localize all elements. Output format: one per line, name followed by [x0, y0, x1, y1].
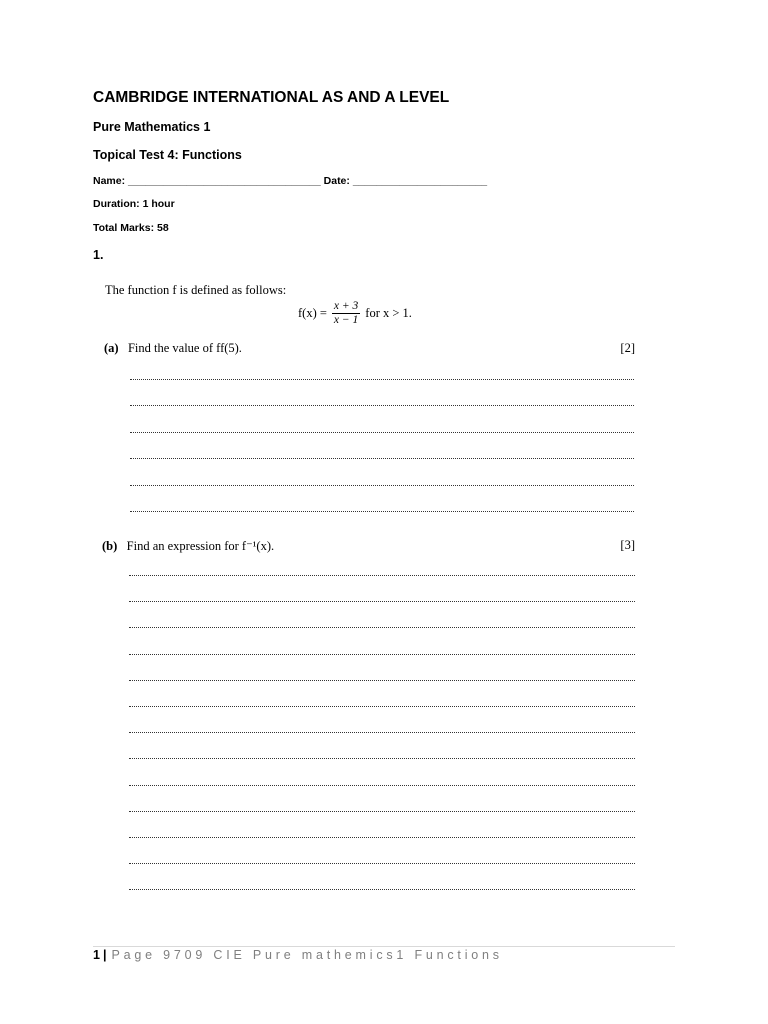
footer-separator: | — [102, 948, 107, 962]
answer-line[interactable] — [129, 601, 635, 602]
answer-line[interactable] — [129, 706, 635, 707]
part-a-label: (a) — [104, 341, 119, 355]
date-field: Date: _______________________ — [323, 175, 488, 187]
name-field: Name: _________________________________ — [93, 175, 321, 187]
formula-fraction — [332, 300, 360, 327]
answer-line[interactable] — [129, 732, 635, 733]
part-b-label: (b) — [102, 539, 118, 553]
part-a-prompt — [104, 341, 242, 356]
footer-divider — [93, 946, 675, 947]
formula-numerator: x + 3 — [333, 300, 359, 312]
answer-line[interactable] — [130, 511, 634, 512]
part-b-prompt — [102, 538, 274, 554]
subject-heading: Pure Mathematics 1 — [93, 120, 211, 134]
function-formula — [298, 300, 412, 327]
answer-line[interactable] — [130, 458, 634, 459]
part-b-marks: [3] — [620, 538, 635, 552]
answer-line[interactable] — [129, 785, 635, 786]
name-date-row — [93, 175, 487, 187]
answer-line[interactable] — [130, 432, 634, 433]
part-b-text: Find an expression for f⁻¹(x). — [126, 539, 275, 553]
answer-line[interactable] — [129, 811, 635, 812]
total-marks-text: Total Marks: 58 — [93, 222, 169, 234]
part-a-text: Find the value of ff(5). — [127, 341, 242, 355]
formula-lhs: f(x) = — [298, 306, 327, 320]
part-a-marks: [2] — [620, 341, 635, 355]
answer-line[interactable] — [129, 627, 635, 628]
question-intro: The function f is defined as follows: — [105, 283, 287, 297]
answer-line[interactable] — [130, 405, 634, 406]
question-number: 1. — [93, 248, 104, 262]
document-title: CAMBRIDGE INTERNATIONAL AS AND A LEVEL — [93, 89, 450, 106]
answer-line[interactable] — [129, 863, 635, 864]
answer-line[interactable] — [129, 680, 635, 681]
page-footer — [93, 948, 503, 962]
answer-line[interactable] — [129, 575, 635, 576]
answer-line[interactable] — [130, 379, 634, 380]
answer-line[interactable] — [129, 837, 635, 838]
formula-condition: for x > 1. — [365, 306, 412, 320]
answer-line[interactable] — [129, 758, 635, 759]
answer-line[interactable] — [129, 654, 635, 655]
footer-label: Page 9709 CIE Pure mathemics1 Functions — [111, 948, 503, 962]
formula-denominator: x − 1 — [333, 314, 359, 326]
page-number: 1 — [93, 948, 100, 962]
test-heading: Topical Test 4: Functions — [93, 148, 242, 162]
answer-line[interactable] — [129, 889, 635, 890]
answer-line[interactable] — [130, 485, 634, 486]
duration-text: Duration: 1 hour — [93, 198, 175, 210]
